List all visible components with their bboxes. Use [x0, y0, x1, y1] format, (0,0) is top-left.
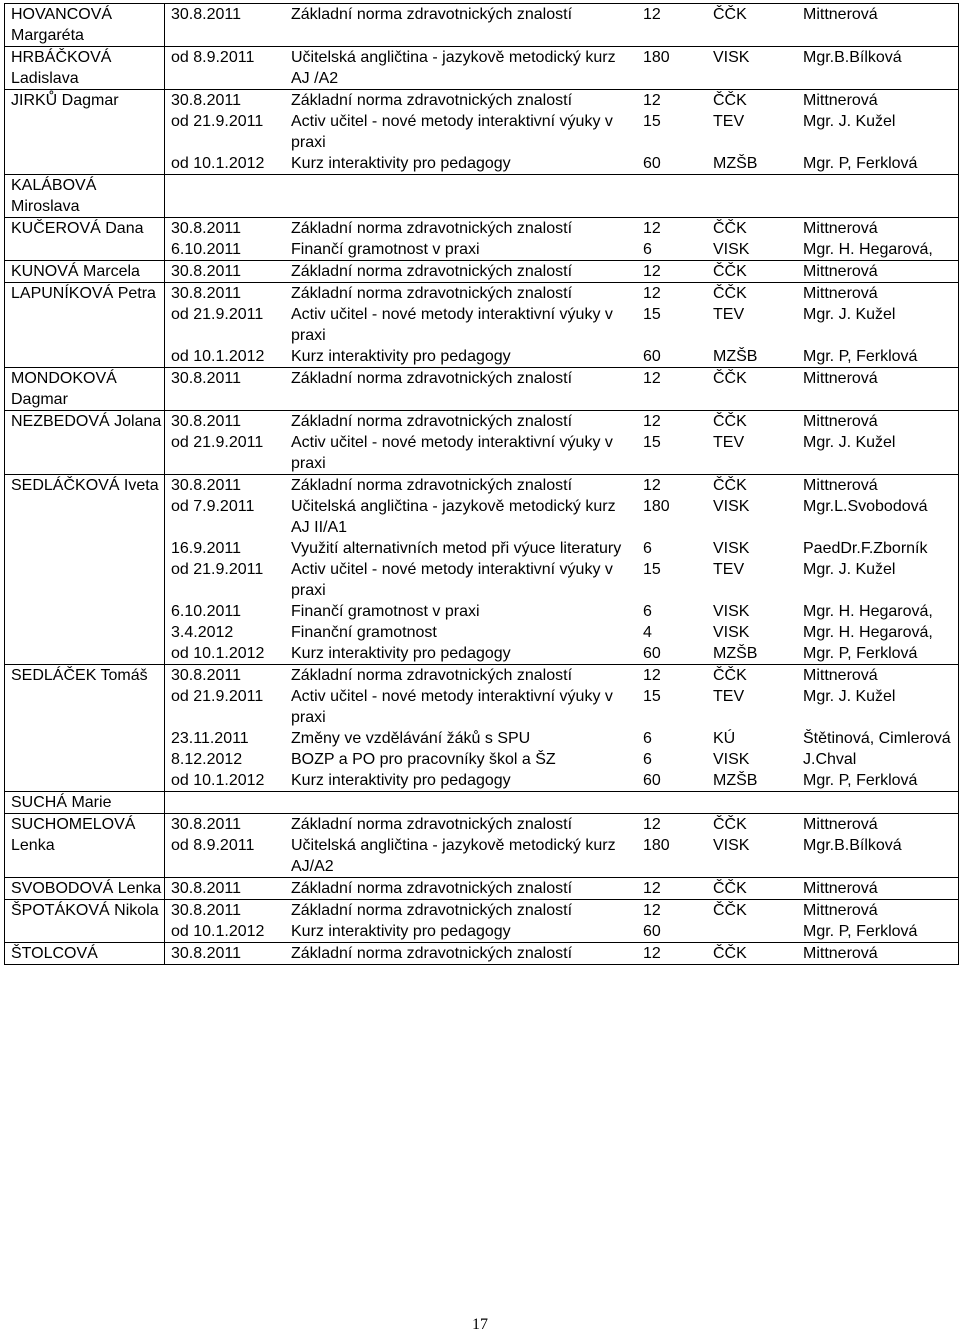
- course-hours: 12: [643, 477, 661, 494]
- course-lecturer: Mgr. P, Ferklová: [803, 772, 918, 789]
- course-date: 8.12.2012: [171, 751, 243, 768]
- course-entry: [165, 304, 958, 346]
- course-date: od 21.9.2011: [171, 306, 264, 323]
- course-hours: 12: [643, 220, 661, 237]
- course-entry: [165, 475, 958, 496]
- course-hours: 60: [643, 923, 661, 940]
- course-entry: [165, 749, 958, 770]
- teacher-name: LAPUNÍKOVÁ Petra: [5, 283, 165, 368]
- course-lecturer: Mittnerová: [803, 263, 878, 280]
- course-entry: [165, 283, 958, 304]
- course-title: Základní norma zdravotnických znalostí: [291, 477, 573, 494]
- course-hours: 12: [643, 263, 661, 280]
- course-date: 3.4.2012: [171, 624, 234, 641]
- course-organizer: TEV: [713, 306, 745, 323]
- course-title: Změny ve vzdělávání žáků s SPU: [291, 730, 531, 747]
- course-entry: [165, 728, 958, 749]
- course-title: Finančí gramotnost v praxi: [291, 241, 480, 258]
- course-hours: 180: [643, 49, 670, 66]
- course-hours: 6: [643, 540, 652, 557]
- course-date: od 10.1.2012: [171, 772, 265, 789]
- course-date: 30.8.2011: [171, 263, 241, 280]
- course-date: 30.8.2011: [171, 880, 241, 897]
- course-entry: [165, 90, 958, 111]
- course-organizer: ČČK: [713, 902, 747, 919]
- course-hours: 60: [643, 155, 661, 172]
- course-hours: 180: [643, 498, 670, 515]
- teacher-name: MONDOKOVÁ Dagmar: [5, 368, 165, 411]
- teacher-name: JIRKŮ Dagmar: [5, 90, 165, 175]
- course-lecturer: Mgr.B.Bílková: [803, 49, 902, 66]
- course-organizer: ČČK: [713, 413, 747, 430]
- course-lecturer: Mittnerová: [803, 6, 878, 23]
- table-row: [5, 665, 959, 792]
- document-page: [4, 3, 958, 965]
- course-entry: [165, 921, 958, 942]
- table-row: [5, 411, 959, 475]
- table-body: [5, 4, 959, 965]
- course-hours: 12: [643, 902, 661, 919]
- teacher-name: ŠTOLCOVÁ: [5, 943, 165, 965]
- course-entry: [165, 496, 958, 538]
- course-organizer: TEV: [713, 113, 745, 130]
- table-row: [5, 218, 959, 261]
- course-entry: [165, 900, 958, 921]
- course-title: Activ učitel - nové metody interaktivní výuky v praxi: [291, 113, 613, 151]
- course-hours: 4: [643, 624, 652, 641]
- course-lecturer: Mittnerová: [803, 220, 878, 237]
- course-organizer: TEV: [713, 561, 745, 578]
- course-lecturer: Mgr. J. Kužel: [803, 561, 896, 578]
- course-title: Základní norma zdravotnických znalostí: [291, 6, 573, 23]
- course-organizer: MZŠB: [713, 645, 758, 662]
- teacher-name: KALÁBOVÁ Miroslava: [5, 175, 165, 218]
- courses-cell: [165, 665, 959, 792]
- course-lecturer: Mgr. J. Kužel: [803, 306, 896, 323]
- course-date: 30.8.2011: [171, 816, 241, 833]
- course-date: od 21.9.2011: [171, 113, 264, 130]
- courses-cell: [165, 368, 959, 411]
- courses-cell: [165, 218, 959, 261]
- course-lecturer: Mgr. H. Hegarová,: [803, 241, 933, 258]
- course-title: Základní norma zdravotnických znalostí: [291, 413, 573, 430]
- course-organizer: ČČK: [713, 667, 747, 684]
- course-lecturer: Mittnerová: [803, 477, 878, 494]
- course-organizer: VISK: [713, 241, 750, 258]
- course-date: od 21.9.2011: [171, 688, 264, 705]
- course-date: 30.8.2011: [171, 220, 241, 237]
- course-entry: [165, 239, 958, 260]
- course-title: Základní norma zdravotnických znalostí: [291, 667, 573, 684]
- course-organizer: MZŠB: [713, 155, 758, 172]
- course-title: Kurz interaktivity pro pedagogy: [291, 155, 511, 172]
- course-lecturer: PaedDr.F.Zborník: [803, 540, 928, 557]
- course-hours: 15: [643, 434, 661, 451]
- teacher-name: KUČEROVÁ Dana: [5, 218, 165, 261]
- course-date: od 21.9.2011: [171, 434, 264, 451]
- course-entry: [165, 665, 958, 686]
- course-entry: [165, 770, 958, 791]
- course-title: Activ učitel - nové metody interaktivní výuky v praxi: [291, 561, 613, 599]
- course-lecturer: Mgr. H. Hegarová,: [803, 603, 933, 620]
- course-organizer: ČČK: [713, 370, 747, 387]
- course-date: 16.9.2011: [171, 540, 241, 557]
- courses-cell: [165, 878, 959, 900]
- course-organizer: VISK: [713, 498, 750, 515]
- course-entry: [165, 814, 958, 835]
- course-lecturer: Mittnerová: [803, 285, 878, 302]
- course-title: Základní norma zdravotnických znalostí: [291, 945, 573, 962]
- course-lecturer: Mgr. H. Hegarová,: [803, 624, 933, 641]
- course-date: 30.8.2011: [171, 667, 241, 684]
- courses-cell: [165, 475, 959, 665]
- course-lecturer: Mgr. P, Ferklová: [803, 155, 918, 172]
- course-title: Základní norma zdravotnických znalostí: [291, 285, 573, 302]
- courses-cell: [165, 943, 959, 965]
- course-date: 30.8.2011: [171, 6, 241, 23]
- course-entry: [165, 686, 958, 728]
- courses-cell: [165, 814, 959, 878]
- course-entry: [165, 878, 958, 899]
- course-organizer: ČČK: [713, 880, 747, 897]
- teacher-name: SVOBODOVÁ Lenka: [5, 878, 165, 900]
- course-lecturer: Mgr. J. Kužel: [803, 688, 896, 705]
- course-title: Kurz interaktivity pro pedagogy: [291, 348, 511, 365]
- course-organizer: ČČK: [713, 477, 747, 494]
- course-lecturer: J.Chval: [803, 751, 857, 768]
- course-organizer: MZŠB: [713, 772, 758, 789]
- table-row: [5, 900, 959, 943]
- course-lecturer: Mgr.L.Svobodová: [803, 498, 928, 515]
- courses-cell: [165, 90, 959, 175]
- course-lecturer: Mgr. J. Kužel: [803, 113, 896, 130]
- course-organizer: MZŠB: [713, 348, 758, 365]
- course-date: 30.8.2011: [171, 477, 241, 494]
- teacher-name: SUCHÁ Marie: [5, 792, 165, 814]
- course-lecturer: Štětinová, Cimlerová: [803, 730, 951, 747]
- course-lecturer: Mgr. P, Ferklová: [803, 923, 918, 940]
- course-organizer: ČČK: [713, 285, 747, 302]
- course-entry: [165, 622, 958, 643]
- course-entry: [165, 601, 958, 622]
- course-lecturer: Mgr. P, Ferklová: [803, 348, 918, 365]
- course-hours: 60: [643, 772, 661, 789]
- page-number: 17: [472, 1316, 488, 1333]
- course-hours: 6: [643, 730, 652, 747]
- course-entry: [165, 835, 958, 877]
- course-entry: [165, 261, 958, 282]
- course-hours: 12: [643, 667, 661, 684]
- course-title: Základní norma zdravotnických znalostí: [291, 816, 573, 833]
- course-entry: [165, 559, 958, 601]
- course-title: Učitelská angličtina - jazykově metodický kurz AJ II/A1: [291, 498, 616, 536]
- training-table: [4, 3, 959, 965]
- table-row: [5, 261, 959, 283]
- course-title: Kurz interaktivity pro pedagogy: [291, 923, 511, 940]
- course-lecturer: Mgr. P, Ferklová: [803, 645, 918, 662]
- course-entry: [165, 47, 958, 89]
- courses-cell: [165, 4, 959, 47]
- teacher-name: NEZBEDOVÁ Jolana: [5, 411, 165, 475]
- course-hours: 60: [643, 645, 661, 662]
- course-date: 6.10.2011: [171, 241, 241, 258]
- course-organizer: ČČK: [713, 220, 747, 237]
- course-hours: 12: [643, 945, 661, 962]
- courses-cell: [165, 900, 959, 943]
- course-organizer: ČČK: [713, 6, 747, 23]
- course-date: od 21.9.2011: [171, 561, 264, 578]
- course-lecturer: Mittnerová: [803, 667, 878, 684]
- course-lecturer: Mittnerová: [803, 880, 878, 897]
- course-entry: [165, 538, 958, 559]
- course-hours: 15: [643, 561, 661, 578]
- table-row: [5, 47, 959, 90]
- course-date: od 10.1.2012: [171, 155, 265, 172]
- course-hours: 15: [643, 113, 661, 130]
- course-organizer: KÚ: [713, 730, 736, 747]
- course-title: Finanční gramotnost: [291, 624, 437, 641]
- teacher-name: HRBÁČKOVÁ Ladislava: [5, 47, 165, 90]
- teacher-name: HOVANCOVÁ Margaréta: [5, 4, 165, 47]
- course-title: Základní norma zdravotnických znalostí: [291, 92, 573, 109]
- course-title: Základní norma zdravotnických znalostí: [291, 370, 573, 387]
- course-hours: 15: [643, 306, 661, 323]
- course-title: Finančí gramotnost v praxi: [291, 603, 480, 620]
- course-title: Základní norma zdravotnických znalostí: [291, 880, 573, 897]
- course-title: Základní norma zdravotnických znalostí: [291, 263, 573, 280]
- table-row: [5, 943, 959, 965]
- teacher-name: SEDLÁČKOVÁ Iveta: [5, 475, 165, 665]
- course-hours: 6: [643, 751, 652, 768]
- course-lecturer: Mittnerová: [803, 92, 878, 109]
- course-date: 23.11.2011: [171, 730, 249, 747]
- table-row: [5, 814, 959, 878]
- course-entry: [165, 111, 958, 153]
- course-organizer: VISK: [713, 49, 750, 66]
- course-date: od 8.9.2011: [171, 837, 255, 854]
- course-title: Učitelská angličtina - jazykově metodický kurz AJ/A2: [291, 837, 616, 875]
- course-organizer: ČČK: [713, 816, 747, 833]
- courses-cell: [165, 47, 959, 90]
- course-date: 30.8.2011: [171, 413, 241, 430]
- teacher-name: KUNOVÁ Marcela: [5, 261, 165, 283]
- course-entry: [165, 346, 958, 367]
- course-hours: 12: [643, 413, 661, 430]
- course-hours: 12: [643, 6, 661, 23]
- course-title: Základní norma zdravotnických znalostí: [291, 220, 573, 237]
- table-row: [5, 283, 959, 368]
- table-row: [5, 368, 959, 411]
- course-date: 30.8.2011: [171, 902, 241, 919]
- course-title: Základní norma zdravotnických znalostí: [291, 902, 573, 919]
- teacher-name: SEDLÁČEK Tomáš: [5, 665, 165, 792]
- course-organizer: VISK: [713, 540, 750, 557]
- course-date: 30.8.2011: [171, 945, 241, 962]
- course-entry: [165, 4, 958, 25]
- course-organizer: [713, 921, 803, 942]
- course-lecturer: Mgr.B.Bílková: [803, 837, 902, 854]
- course-organizer: ČČK: [713, 263, 747, 280]
- course-organizer: VISK: [713, 837, 750, 854]
- course-title: BOZP a PO pro pracovníky škol a ŠZ: [291, 751, 556, 768]
- course-lecturer: Mgr. J. Kužel: [803, 434, 896, 451]
- course-entry: [165, 411, 958, 432]
- course-hours: 15: [643, 688, 661, 705]
- courses-cell: [165, 261, 959, 283]
- course-hours: 12: [643, 285, 661, 302]
- course-lecturer: Mittnerová: [803, 413, 878, 430]
- course-hours: 180: [643, 837, 670, 854]
- course-date: 30.8.2011: [171, 285, 241, 302]
- course-date: od 10.1.2012: [171, 645, 265, 662]
- table-row: [5, 175, 959, 218]
- course-entry: [165, 643, 958, 664]
- table-row: [5, 878, 959, 900]
- course-date: 30.8.2011: [171, 370, 241, 387]
- course-date: od 10.1.2012: [171, 923, 265, 940]
- course-lecturer: Mittnerová: [803, 902, 878, 919]
- courses-cell: [165, 411, 959, 475]
- course-entry: [165, 943, 958, 964]
- course-entry: [165, 153, 958, 174]
- course-hours: 60: [643, 348, 661, 365]
- course-title: Activ učitel - nové metody interaktivní výuky v praxi: [291, 434, 613, 472]
- course-hours: 12: [643, 816, 661, 833]
- course-hours: 6: [643, 241, 652, 258]
- table-row: [5, 792, 959, 814]
- course-date: 30.8.2011: [171, 92, 241, 109]
- table-row: [5, 4, 959, 47]
- course-organizer: VISK: [713, 603, 750, 620]
- course-hours: 12: [643, 370, 661, 387]
- course-title: Využití alternativních metod při výuce literatury: [291, 540, 622, 557]
- course-organizer: ČČK: [713, 92, 747, 109]
- course-lecturer: Mittnerová: [803, 370, 878, 387]
- course-organizer: ČČK: [713, 945, 747, 962]
- course-title: Učitelská angličtina - jazykově metodický kurz AJ /A2: [291, 49, 616, 87]
- courses-cell: [165, 792, 959, 814]
- course-title: Kurz interaktivity pro pedagogy: [291, 772, 511, 789]
- course-organizer: TEV: [713, 434, 745, 451]
- course-hours: 6: [643, 603, 652, 620]
- courses-cell: [165, 175, 959, 218]
- course-entry: [165, 368, 958, 389]
- teacher-name: ŠPOTÁKOVÁ Nikola: [5, 900, 165, 943]
- course-lecturer: Mittnerová: [803, 945, 878, 962]
- course-date: 6.10.2011: [171, 603, 241, 620]
- table-row: [5, 90, 959, 175]
- course-title: Kurz interaktivity pro pedagogy: [291, 645, 511, 662]
- course-lecturer: Mittnerová: [803, 816, 878, 833]
- course-organizer: VISK: [713, 751, 750, 768]
- course-date: od 7.9.2011: [171, 498, 255, 515]
- teacher-name: SUCHOMELOVÁ Lenka: [5, 814, 165, 878]
- course-organizer: VISK: [713, 624, 750, 641]
- course-date: od 8.9.2011: [171, 49, 255, 66]
- courses-cell: [165, 283, 959, 368]
- course-date: od 10.1.2012: [171, 348, 265, 365]
- course-entry: [165, 218, 958, 239]
- course-hours: 12: [643, 880, 661, 897]
- course-title: Activ učitel - nové metody interaktivní výuky v praxi: [291, 306, 613, 344]
- course-entry: [165, 432, 958, 474]
- course-hours: 12: [643, 92, 661, 109]
- course-organizer: TEV: [713, 688, 745, 705]
- course-title: Activ učitel - nové metody interaktivní výuky v praxi: [291, 688, 613, 726]
- table-row: [5, 475, 959, 665]
